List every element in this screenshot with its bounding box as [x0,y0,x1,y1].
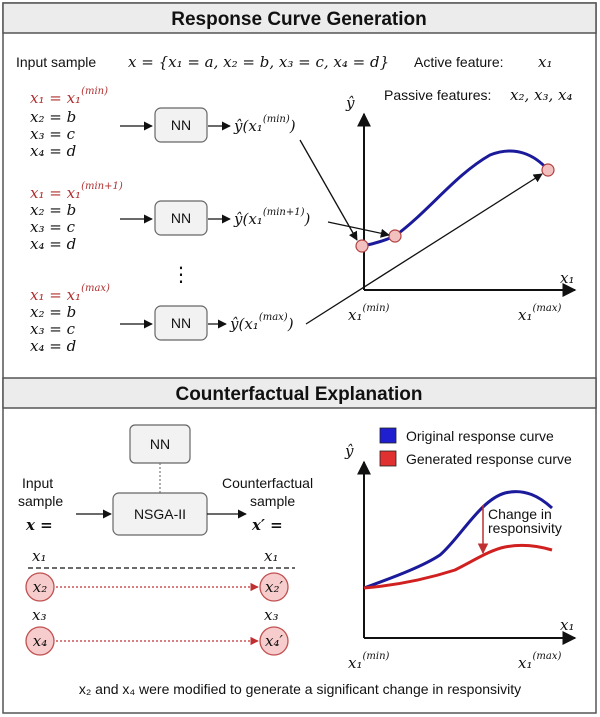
group-max-x1: x₁ = x₁$^{(max)}$ [30,283,110,304]
input-label-line1: Input [22,475,54,491]
input-sample-equation: x = {x₁ = a, x₂ = b, x₃ = c, x₄ = d} [128,53,390,71]
nn-label-min1: NN [170,210,192,226]
plot2-x-label: x₁ [560,616,575,634]
right-feature-x3: x₃ [264,606,279,624]
plot2-tick-max: x₁$^{(max)}$ [518,651,562,672]
legend-generated-label: Generated response curve [406,451,572,467]
group-min1-x1: x₁ = x₁$^{(min+1)}$ [30,181,123,202]
section2-title: Counterfactual Explanation [175,384,423,405]
point-min [356,240,368,252]
section1-title: Response Curve Generation [171,9,427,30]
group-min1-x3: x₃ = c [30,218,75,236]
plot1-tick-min: x₁$^{(min)}$ [348,303,390,324]
output-min: ŷ(x₁$^{(min)}$) [234,114,296,135]
group-min-x4: x₄ = d [30,142,77,160]
nn-label-max: NN [170,315,192,331]
plot1-y-label: ŷ [346,94,355,112]
plot2-y-label: ŷ [345,442,354,460]
input-variable: x = [26,516,53,534]
group-min1-x2: x₂ = b [30,201,77,219]
legend-generated-swatch [380,451,396,466]
group-min-x2: x₂ = b [30,108,77,126]
figure-frame [3,3,596,713]
point-min-plus-1 [389,230,401,242]
plot1-x-label: x₁ [560,269,575,287]
nn-label-min: NN [170,117,192,133]
ellipsis: ⋮ [171,262,191,286]
group-min1-x4: x₄ = d [30,235,77,253]
group-min-x1: x₁ = x₁$^{(min)}$ [30,86,108,107]
cf-nn-label: NN [149,436,171,452]
legend-original-swatch [380,428,396,443]
plot2-tick-min: x₁$^{(min)}$ [348,651,390,672]
passive-features-value: x₂, x₃, x₄ [510,86,573,104]
plot1-tick-max: x₁$^{(max)}$ [518,303,562,324]
cf-label-line1: Counterfactual [222,475,314,491]
annotation-line1: Change in [488,506,552,522]
input-label-line2: sample [18,493,64,509]
right-feature-x2: x₂′ [265,578,283,596]
left-feature-x3: x₃ [32,606,47,624]
cf-variable: x′ = [252,516,283,534]
left-feature-x4: x₄ [32,632,48,650]
legend-original-label: Original response curve [406,428,554,444]
group-min-x3: x₃ = c [30,125,75,143]
left-feature-x1: x₁ [32,547,47,565]
cf-label-line2: sample [250,493,296,509]
right-feature-x4: x₄′ [265,632,283,650]
right-feature-x1: x₁ [264,547,279,565]
group-max-x3: x₃ = c [30,320,75,338]
active-feature-value: x₁ [538,53,553,71]
annotation-line2: responsivity [488,520,562,536]
caption: x₂ and x₄ were modified to generate a significant change in responsivity [78,681,522,697]
nsga-label: NSGA-II [133,506,187,522]
active-feature-label: Active feature: [414,54,504,70]
point-max [542,164,554,176]
group-max-x4: x₄ = d [30,337,77,355]
group-max-x2: x₂ = b [30,303,77,321]
left-feature-x2: x₂ [32,578,48,596]
output-max: ŷ(x₁$^{(max)}$) [230,312,294,333]
passive-features-label: Passive features: [384,87,492,103]
input-sample-label: Input sample [16,54,97,70]
output-min1: ŷ(x₁$^{(min+1)}$) [234,207,311,228]
